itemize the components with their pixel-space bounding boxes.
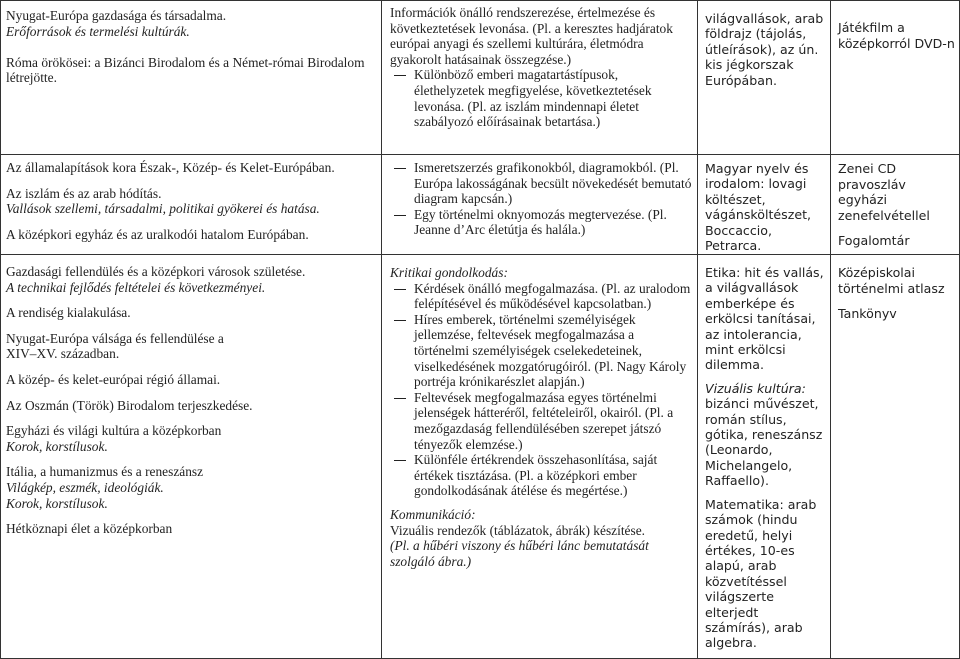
dash-marker bbox=[394, 289, 406, 290]
row-divider bbox=[0, 154, 960, 155]
link-heading: Magyar nyelv és irodalom: bbox=[705, 161, 809, 192]
skill-bullet bbox=[388, 160, 692, 207]
links-row-1 bbox=[701, 11, 829, 88]
resources-row-2 bbox=[834, 161, 959, 249]
dash-marker bbox=[394, 168, 406, 169]
link-text: Etika: hit és vallás, a világvallások emberképe és erkölcsi tanításai, az intolerancia, mint erkölcsi dilemma. bbox=[705, 265, 824, 373]
column-divider bbox=[697, 0, 698, 659]
skill-bullet bbox=[388, 390, 692, 452]
resource-text: Tankönyv bbox=[838, 306, 897, 322]
column-divider bbox=[0, 0, 1, 659]
dash-marker bbox=[394, 75, 406, 76]
skills-row-2 bbox=[384, 160, 696, 238]
resources-row-1 bbox=[834, 20, 959, 51]
topic-line: A rendiség kialakulása. bbox=[6, 305, 131, 321]
link-heading: Vizuális kultúra: bbox=[705, 380, 806, 396]
communication-heading: Kommunikáció: bbox=[390, 506, 476, 522]
topic-line: A technikai fejlődés feltételei és következményei. bbox=[6, 279, 266, 295]
link-text: Matematika: arab számok (hindu eredetű, helyi értékes, 10-es alapú, arab közvetítéssel világszerte elterjedt számírás), arab algebra. bbox=[705, 496, 817, 651]
resource-text: Középiskolai történelmi atlasz bbox=[838, 265, 945, 296]
topic-line: Korok, korstílusok. bbox=[6, 438, 108, 454]
links-row-3 bbox=[701, 265, 829, 651]
topic-line: A középkori egyház és az uralkodói hatalom Európában. bbox=[6, 226, 309, 242]
topic-line: Az Oszmán (Török) Birodalom terjeszkedése. bbox=[6, 397, 253, 413]
skill-bullet bbox=[388, 207, 692, 238]
skill-bullet-text: Feltevések megfogalmazása egyes történelmi jelenségek hátteréről, feltételeiről, okairól. (Pl. a mezőgazdaság fellendülésében szerepet játszó tényezők elemzése.) bbox=[414, 389, 674, 452]
resource-text: Játékfilm a középkorról DVD-n bbox=[838, 20, 955, 51]
skill-paragraph: Információk önálló rendszerezése, értelmezése és következtetések levonása. (Pl. a keresztes hadjáratok európai anyagi és szellemi kultúrára, életmódra gyakorolt hatásainak összegzése.) bbox=[390, 5, 673, 67]
link-text bbox=[705, 161, 825, 253]
skill-bullet bbox=[388, 452, 692, 499]
skills-row-3 bbox=[384, 265, 696, 569]
skill-bullet bbox=[388, 281, 692, 312]
skill-bullet-text: Ismeretszerzés grafikonokból, diagramokból. (Pl. Európa lakosságának becsült növekedését bemutató diagram kapcsán.) bbox=[414, 160, 692, 207]
resources-row-3 bbox=[834, 265, 959, 322]
row-divider bbox=[0, 0, 960, 1]
topic-line: Hétköznapi élet a középkorban bbox=[6, 521, 173, 537]
skill-bullet-text: Híres emberek, történelmi személyiségek jellemzése, feltevések megfogalmazása a történelmi személyiségek cselekedeteinek, viselkedésének mozgatórugóiról. (Pl. Nagy Károly portréja krónikarészlet alapján.) bbox=[414, 311, 687, 390]
dash-marker bbox=[394, 215, 406, 216]
column-divider bbox=[830, 0, 831, 659]
links-row-2 bbox=[701, 161, 829, 253]
resource-text: Fogalomtár bbox=[838, 233, 910, 249]
topic-line: Erőforrások és termelési kultúrák. bbox=[6, 23, 190, 39]
dash-marker bbox=[394, 398, 406, 399]
dash-marker bbox=[394, 460, 406, 461]
link-text: világvallások, arab földrajz (tájolás, útleírások), az ún. kis jégkorszak Európában. bbox=[705, 11, 824, 88]
topics-row-2 bbox=[2, 160, 380, 242]
link-body: lovagi költészet, vágánsköltészet, Boccaccio, Petrarca. bbox=[705, 176, 812, 254]
skill-bullet-text: Kérdések önálló megfogalmazása. (Pl. az uralodom felépítésével és működésével kapcsolatban.) bbox=[414, 280, 691, 312]
skills-row-1 bbox=[384, 5, 696, 130]
row-divider bbox=[0, 254, 960, 255]
dash-marker bbox=[394, 320, 406, 321]
column-divider bbox=[381, 0, 382, 659]
topic-line: Az iszlám és az arab hódítás. bbox=[6, 185, 162, 201]
skill-bullet bbox=[388, 312, 692, 390]
resource-text: Zenei CD pravoszláv egyházi zenefelvétellel bbox=[838, 161, 930, 223]
skill-bullet bbox=[388, 67, 692, 129]
skill-bullet-text: Különféle értékrendek összehasonlítása, saját értékek tisztázása. (Pl. a középkori ember gondolkodásának átélése és megértése.) bbox=[414, 452, 658, 499]
communication-text: Vizuális rendezők (táblázatok, ábrák) készítése. bbox=[390, 522, 645, 538]
topic-line: Itália, a humanizmus és a reneszánsz bbox=[6, 464, 204, 480]
communication-example: (Pl. a hűbéri viszony és hűbéri lánc bemutatását szolgáló ábra.) bbox=[390, 538, 649, 569]
topic-line: Nyugat-Európa válsága és fellendülése a XIV–XV. században. bbox=[6, 330, 224, 362]
skill-bullet-text: Egy történelmi oknyomozás megtervezése. (Pl. Jeanne d’Arc életútja és halála.) bbox=[414, 206, 667, 238]
skill-bullet-text: Különböző emberi magatartástípusok, élethelyzetek megfigyelése, következtetések levonása. (Pl. az iszlám mindennapi életet szabályozó előírásainak betartása.) bbox=[414, 67, 652, 130]
topic-line: A közép- és kelet-európai régió államai. bbox=[6, 371, 221, 387]
topics-row-3 bbox=[2, 264, 380, 537]
topic-line: Róma örökösei: a Bizánci Birodalom és a Német-római Birodalom létrejötte. bbox=[6, 54, 365, 86]
topic-line: Nyugat-Európa gazdasága és társadalma. bbox=[6, 8, 227, 23]
topic-line: Vallások szellemi, társadalmi, politikai gyökerei és hatása. bbox=[6, 201, 320, 217]
topic-line: Gazdasági fellendülés és a középkori városok születése. bbox=[6, 264, 306, 279]
topic-line: Egyházi és világi kultúra a középkorban bbox=[6, 423, 222, 439]
topics-row-1 bbox=[2, 8, 380, 86]
link-body: bizánci művészet, román stílus, gótika, reneszánsz (Leonardo, Michelangelo, Raffaello). bbox=[705, 396, 823, 489]
critical-heading: Kritikai gondolkodás: bbox=[390, 265, 508, 280]
topic-line: Korok, korstílusok. bbox=[6, 495, 108, 511]
topic-line: Az államalapítások kora Észak-, Közép- és Kelet-Európában. bbox=[6, 160, 335, 175]
topic-line: Világkép, eszmék, ideológiák. bbox=[6, 479, 164, 495]
